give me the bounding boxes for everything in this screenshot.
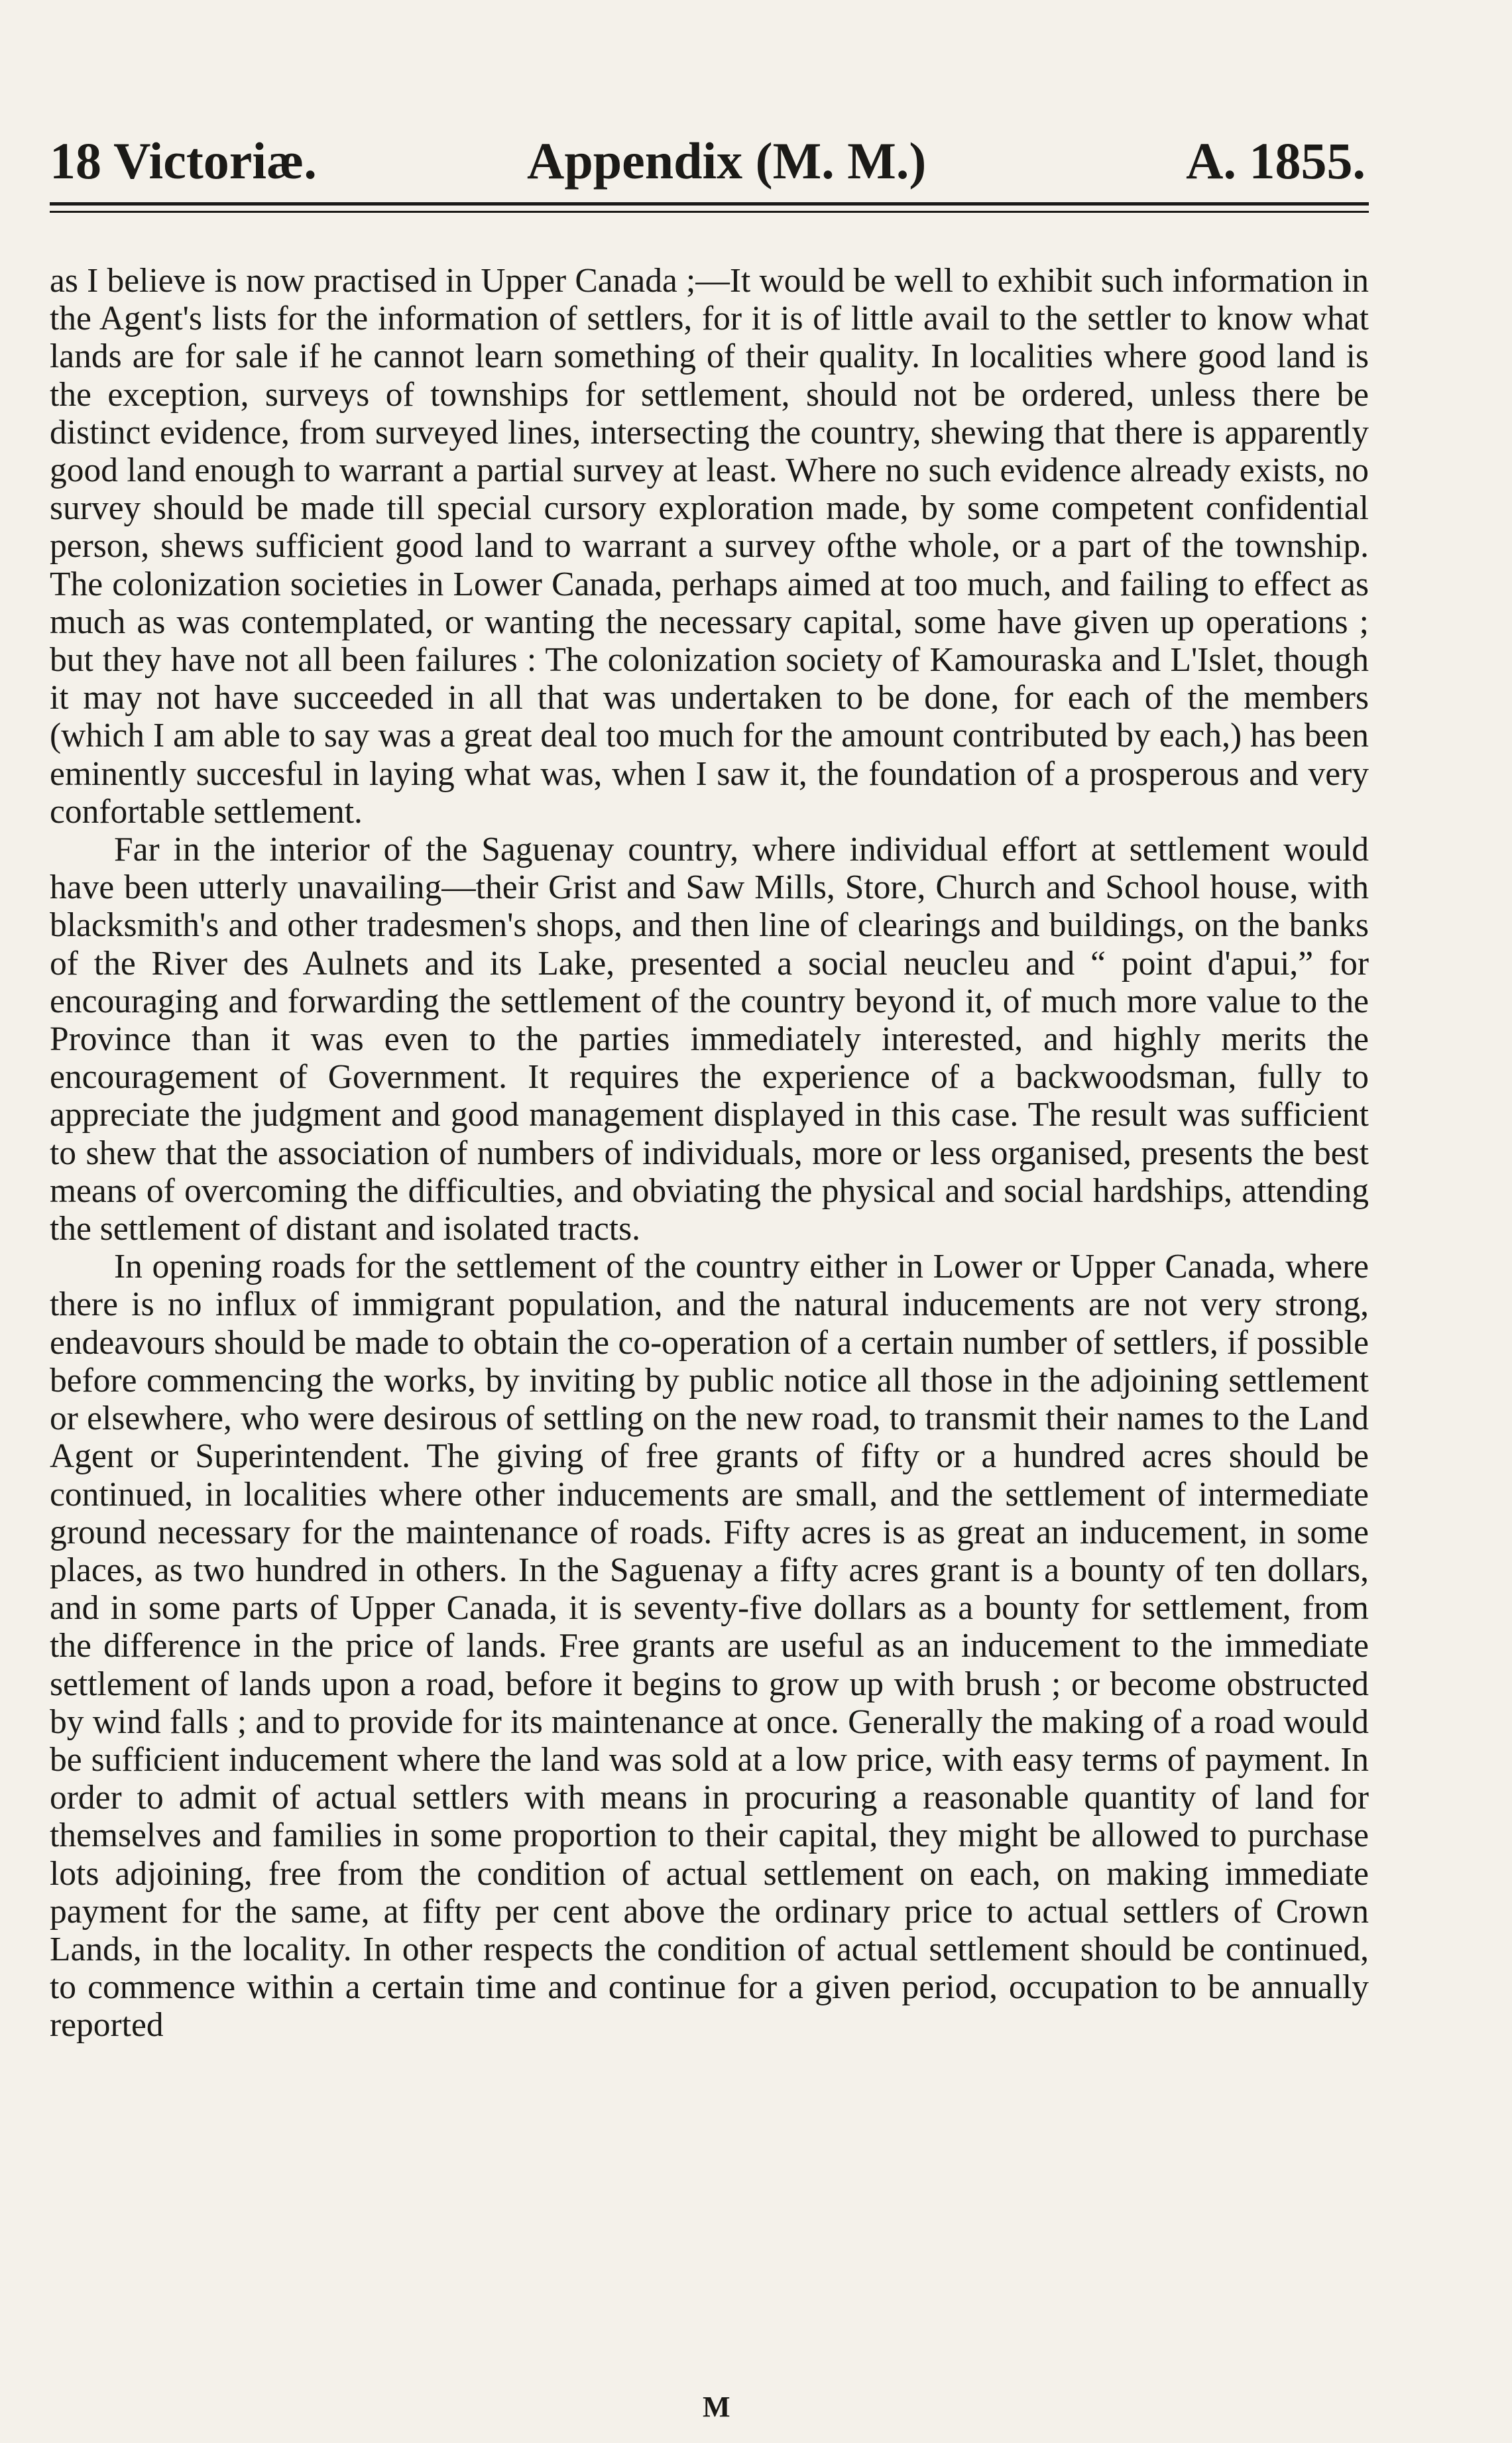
signature-mark: M	[703, 2391, 732, 2423]
page-header	[50, 129, 1366, 192]
body-text	[50, 262, 1369, 2045]
header-appendix-title: Appendix (M. M.)	[527, 132, 927, 190]
header-session: 18 Victoriæ.	[50, 132, 317, 190]
paragraph-2: Far in the interior of the Saguenay country, where individual effort at settlement would have been utterly unavailing—their Grist and Saw Mills, Store, Church and School house, with blacksmith's and other tradesmen's shops, and then line of clearings and buildings, on the banks of the River des Aulnets and its Lake, presented a social neucleu and “ point d'apui,” for encouraging and forwarding the settlement of the country beyond it, of much more value to the Province than it was even to the parties immediately interested, and highly merits the encouragement of Government. It requires the experience of a backwoodsman, fully to appreciate the judgment and good management displayed in this case. The result was sufficient to shew that the association of numbers of individuals, more or less organised, presents the best means of overcoming the difficulties, and obviating the physical and social hardships, attending the settlement of distant and isolated tracts.	[50, 831, 1369, 1248]
header-rule-thin	[50, 211, 1369, 213]
paragraph-3: In opening roads for the settlement of the country either in Lower or Upper Canada, where there is no influx of immigrant population, and the natural inducements are not very strong, endeavours should be made to obtain the co-operation of a certain number of settlers, if possible before commencing the works, by inviting by public notice all those in the adjoining settlement or elsewhere, who were desirous of settling on the new road, to transmit their names to the Land Agent or Superintendent. The giving of free grants of fifty or a hundred acres should be continued, in localities where other inducements are small, and the settlement of intermediate ground necessary for the maintenance of roads. Fifty acres is as great an inducement, in some places, as two hundred in others. In the Saguenay a fifty acres grant is a bounty of ten dollars, and in some parts of Upper Canada, it is seventy-five dollars as a bounty for settlement, from the difference in the price of lands. Free grants are useful as an inducement to the immediate settlement of lands upon a road, before it begins to grow up with brush ; or become obstructed by wind falls ; and to provide for its maintenance at once. Generally the making of a road would be sufficient inducement where the land was sold at a low price, with easy terms of payment. In order to admit of actual settlers with means in procuring a reasonable quantity of land for themselves and families in some proportion to their capital, they might be allowed to purchase lots adjoining, free from the condition of actual settlement on each, on making immediate payment for the same, at fifty per cent above the ordinary price to actual settlers of Crown Lands, in the locality. In other respects the condition of actual settlement should be continued, to commence within a certain time and continue for a given period, occupation to be annually reported	[50, 1248, 1369, 2045]
header-rule-thick	[50, 202, 1369, 206]
header-year: A. 1855.	[1186, 132, 1366, 190]
paragraph-1: as I believe is now practised in Upper Canada ;—It would be well to exhibit such information in the Agent's lists for the information of settlers, for it is of little avail to the settler to know what lands are for sale if he cannot learn something of their quality. In localities where good land is the exception, surveys of townships for settlement, should not be ordered, unless there be distinct evidence, from surveyed lines, intersecting the country, shewing that there is apparently good land enough to warrant a partial survey at least. Where no such evidence already exists, no survey should be made till special cursory exploration made, by some competent confidential person, shews sufficient good land to warrant a survey ofthe whole, or a part of the township. The colonization societies in Lower Canada, perhaps aimed at too much, and failing to effect as much as was contemplated, or wanting the necessary capital, some have given up operations ; but they have not all been failures : The colonization society of Kamouraska and L'Islet, though it may not have succeeded in all that was undertaken to be done, for each of the members (which I am able to say was a great deal too much for the amount contributed by each,) has been eminently succesful in laying what was, when I saw it, the foundation of a prosperous and very confortable settlement.	[50, 262, 1369, 831]
